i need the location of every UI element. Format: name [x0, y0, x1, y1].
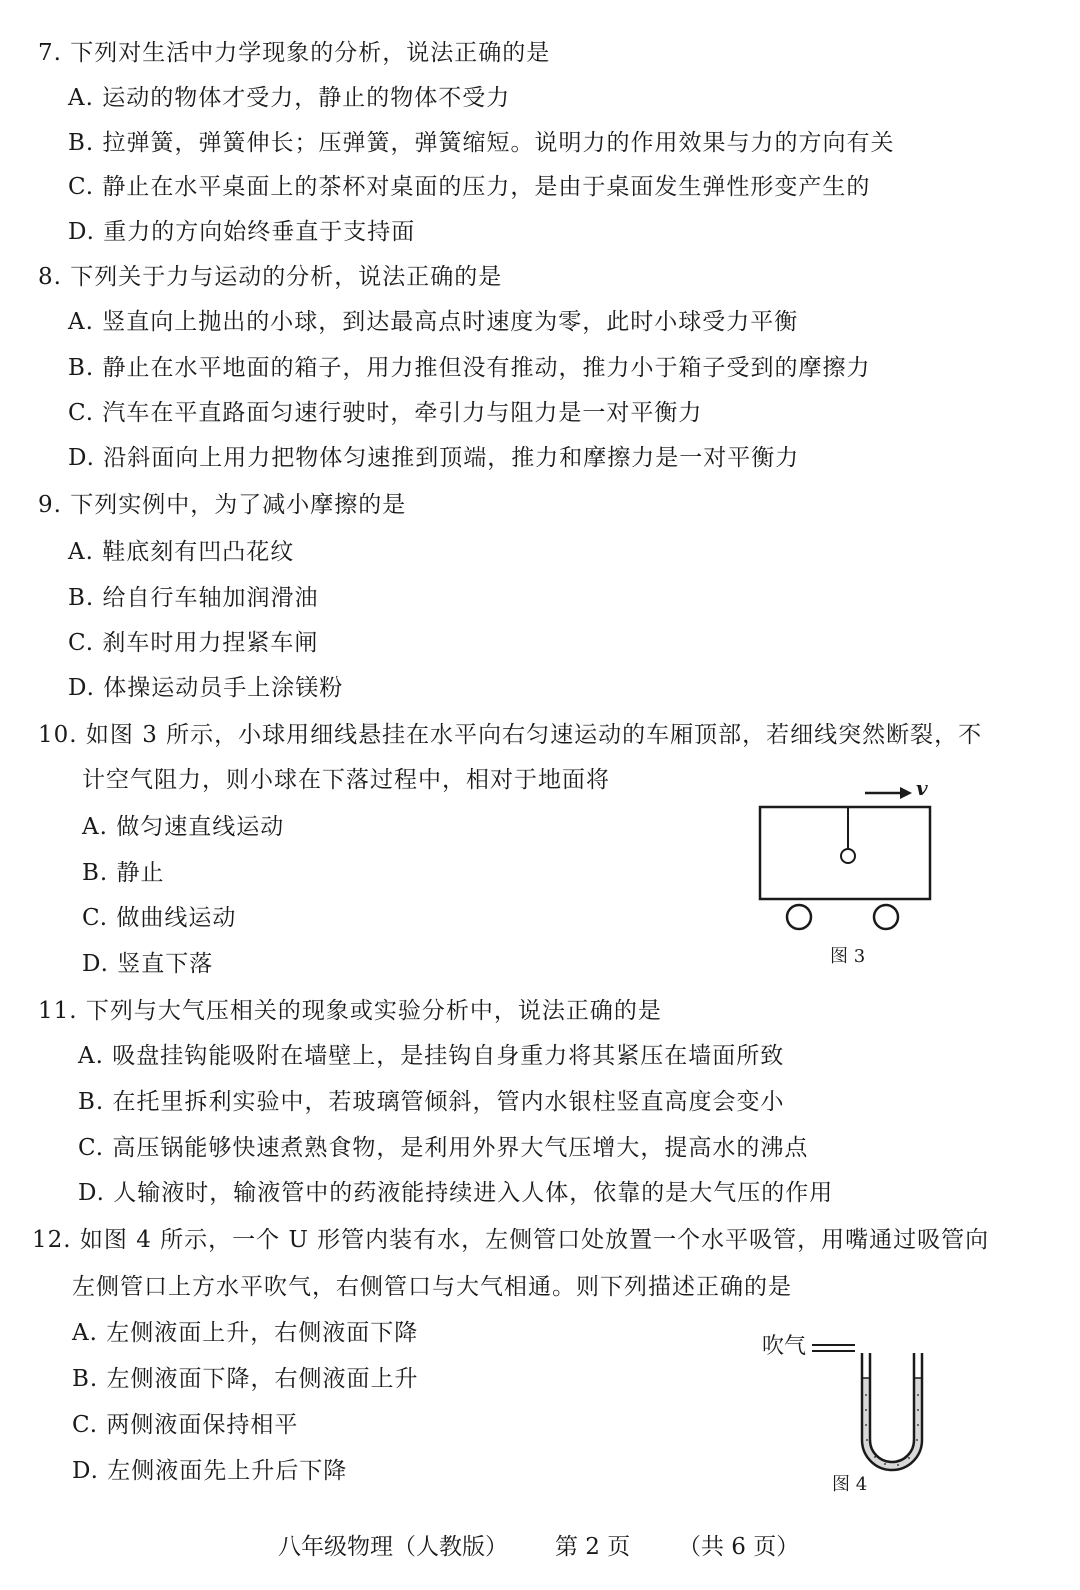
figure-4-caption: 图 4	[832, 1474, 868, 1495]
q8-option-c: C. 汽车在平直路面匀速行驶时，牵引力与阻力是一对平衡力	[68, 400, 703, 426]
q7-option-c: C. 静止在水平桌面上的茶杯对桌面的压力，是由于桌面发生弹性形变产生的	[68, 174, 871, 200]
footer-subject: 八年级物理（人教版）	[278, 1534, 508, 1560]
q10-option-c: C. 做曲线运动	[82, 905, 237, 931]
q7-option-b: B. 拉弹簧，弹簧伸长；压弹簧，弹簧缩短。说明力的作用效果与力的方向有关	[68, 130, 895, 156]
q8-option-b: B. 静止在水平地面的箱子，用力推但没有推动，推力小于箱子受到的摩擦力	[68, 355, 871, 381]
q12-stem-line1: 12. 如图 4 所示，一个 U 形管内装有水，左侧管口处放置一个水平吸管，用嘴通过吸管向	[32, 1227, 990, 1253]
q12-option-c: C. 两侧液面保持相平	[72, 1412, 299, 1438]
q10-stem-line1: 10. 如图 3 所示，小球用细线悬挂在水平向右匀速运动的车厢顶部，若细线突然断裂，不	[38, 722, 983, 748]
q9-option-c: C. 刹车时用力捏紧车闸	[68, 630, 319, 656]
footer-total-pages: （共 6 页）	[678, 1534, 800, 1560]
q10-option-a: A. 做匀速直线运动	[82, 814, 285, 840]
q9-option-d: D. 体操运动员手上涂镁粉	[68, 675, 344, 701]
q12-stem-line2: 左侧管口上方水平吹气，右侧管口与大气相通。则下列描述正确的是	[72, 1274, 792, 1300]
q11-option-b: B. 在托里拆利实验中，若玻璃管倾斜，管内水银柱竖直高度会变小	[78, 1089, 785, 1115]
q10-option-b: B. 静止	[82, 860, 165, 886]
blow-straw	[812, 1345, 855, 1351]
q11-option-c: C. 高压锅能够快速煮熟食物，是利用外界大气压增大，提高水的沸点	[78, 1135, 809, 1161]
footer-page-number: 第 2 页	[555, 1534, 631, 1560]
q11-stem: 11. 下列与大气压相关的现象或实验分析中，说法正确的是	[38, 998, 662, 1024]
q10-stem-line2: 计空气阻力，则小球在下落过程中，相对于地面将	[82, 767, 610, 793]
q12-option-b: B. 左侧液面下降，右侧液面上升	[72, 1366, 419, 1392]
q7-stem: 7. 下列对生活中力学现象的分析，说法正确的是	[38, 40, 551, 66]
q9-option-a: A. 鞋底刻有凹凸花纹	[68, 539, 295, 565]
q8-option-d: D. 沿斜面向上用力把物体匀速推到顶端，推力和摩擦力是一对平衡力	[68, 445, 800, 471]
q8-option-a: A. 竖直向上抛出的小球，到达最高点时速度为零，此时小球受力平衡	[68, 309, 799, 335]
q10-option-d: D. 竖直下落	[82, 951, 214, 977]
q8-stem: 8. 下列关于力与运动的分析，说法正确的是	[38, 264, 503, 290]
left-wheel	[787, 905, 811, 929]
q12-option-a: A. 左侧液面上升，右侧液面下降	[72, 1320, 419, 1346]
u-tube-inner-wall	[870, 1353, 914, 1462]
q7-option-a: A. 运动的物体才受力，静止的物体不受力	[68, 85, 511, 111]
hanging-ball	[841, 849, 855, 863]
figure-3-caption: 图 3	[830, 946, 866, 967]
velocity-label: v	[916, 776, 928, 800]
q9-option-b: B. 给自行车轴加润滑油	[68, 585, 319, 611]
q11-option-a: A. 吸盘挂钩能吸附在墙壁上，是挂钩自身重力将其紧压在墙面所致	[78, 1043, 785, 1069]
figure-3-train-car	[750, 775, 950, 935]
velocity-arrow	[865, 787, 912, 799]
q11-option-d: D. 人输液时，输液管中的药液能持续进入人体，依靠的是大气压的作用	[78, 1180, 834, 1206]
figure-4-u-tube	[810, 1335, 940, 1475]
q12-option-d: D. 左侧液面先上升后下降	[72, 1458, 348, 1484]
q7-option-d: D. 重力的方向始终垂直于支持面	[68, 219, 416, 245]
q9-stem: 9. 下列实例中，为了减小摩擦的是	[38, 492, 407, 518]
blow-label: 吹气	[762, 1334, 807, 1359]
right-wheel	[874, 905, 898, 929]
